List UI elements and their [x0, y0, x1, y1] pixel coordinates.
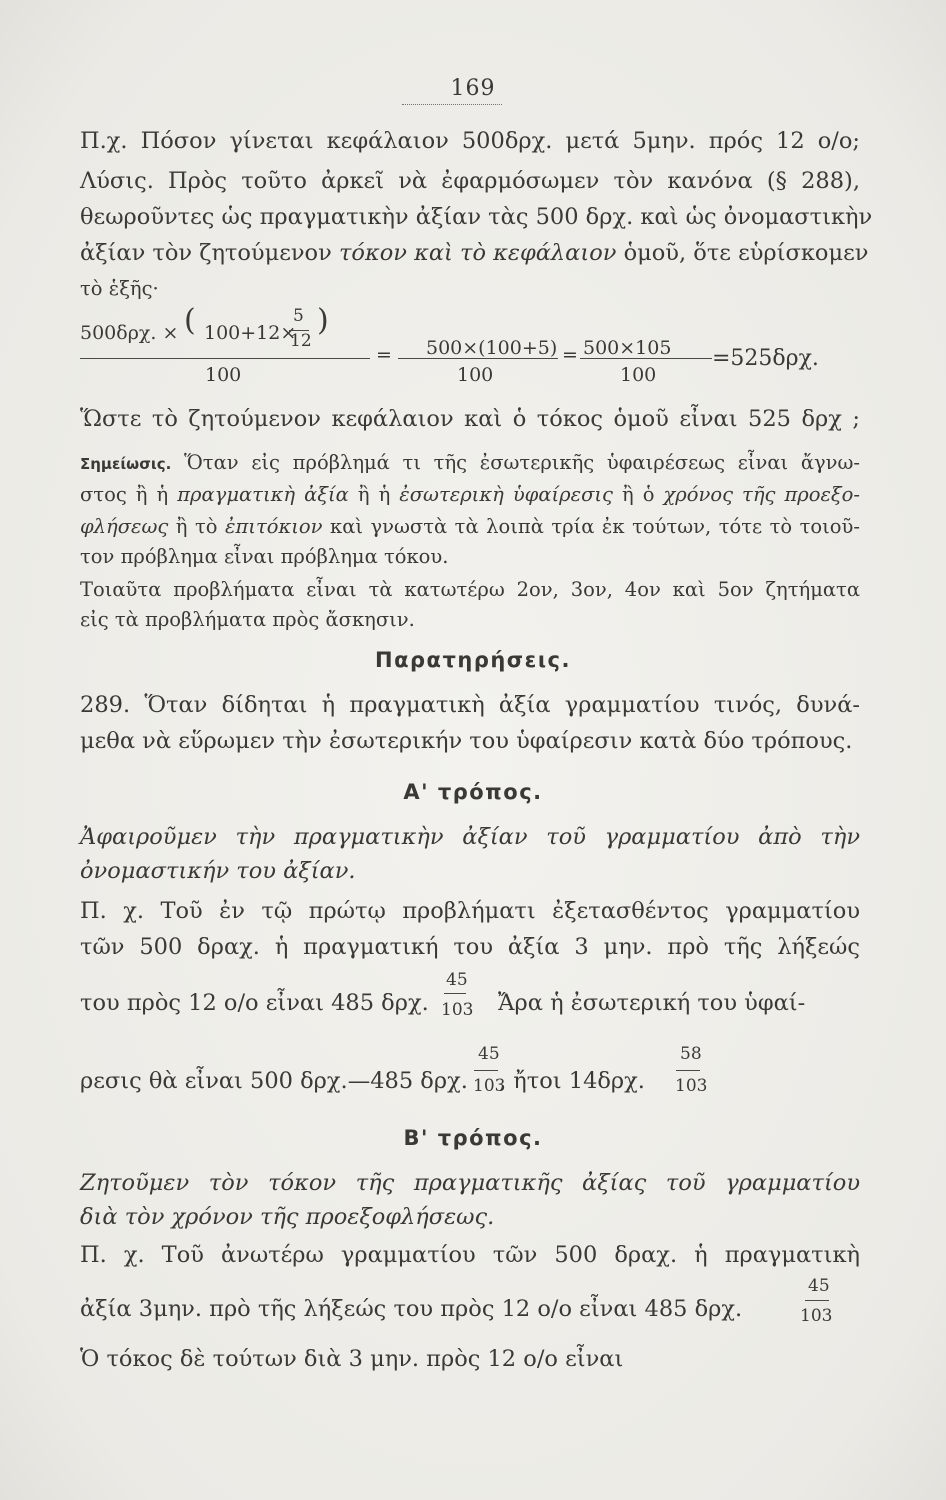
- formula-denominator-3: 100: [620, 364, 657, 386]
- fraction-4-denominator: 103: [800, 1306, 833, 1326]
- fraction-3-bar: [676, 1070, 700, 1071]
- method-a-line1: Ἀφαιροῦμεν τὴν πραγματικὴν ἀξίαν τοῦ γραμματίου ἀπὸ τὴν: [80, 824, 860, 850]
- formula-numerator-3: 500×105: [583, 337, 672, 359]
- conclusion-line: Ὥστε τὸ ζητούμενον κεφάλαιον καὶ ὁ τόκος ὁμοῦ εἶναι 525 δρχ ;: [80, 406, 860, 432]
- formula-equals-1: =: [376, 344, 392, 366]
- example1-line2: Λύσις. Πρὸς τοῦτο ἀρκεῖ νὰ ἐφαρμόσωμεν τὸν κανόνα (§ 288),: [80, 168, 860, 194]
- method-a-line3: Π. χ. Τοῦ ἐν τῷ πρώτῳ προβλήματι ἐξετασθέντος γραμματίου: [80, 898, 860, 924]
- note-line6: εἰς τὰ προβλήματα πρὸς ἄσκησιν.: [80, 608, 415, 631]
- formula-numerator-2: 500×(100+5): [426, 337, 558, 359]
- formula-denominator-2: 100: [457, 364, 494, 386]
- example1-line3: θεωροῦντες ὡς πραγματικὴν ἀξίαν τὰς 500 δρχ. καὶ ὡς ὀνομαστικὴν: [80, 204, 873, 230]
- formula-bar-3: [580, 358, 712, 359]
- note-line2: στος ἢ ἡ πραγματικὴ ἀξία ἢ ἡ ἐσωτερικὴ ὑφαίρεσις ἢ ὁ χρόνος τῆς προεξο-: [80, 483, 860, 506]
- page-number-rule: [402, 104, 502, 105]
- heading-method-a: Α' τρόπος.: [403, 780, 543, 804]
- example1-line5: τὸ ἑξῆς·: [80, 277, 159, 300]
- note-line3: φλήσεως ἢ τὸ ἐπιτόκιον καὶ γνωστὰ τὰ λοιπὰ τρία ἐκ τούτων, τότε τὸ τοιοῦ-: [80, 515, 860, 538]
- formula-bar-2: [398, 358, 558, 359]
- method-a-line2: ὀνομαστικήν του ἀξίαν.: [80, 858, 356, 884]
- fraction-3-denominator: 103: [675, 1076, 708, 1096]
- method-b-line4: ἀξία 3μην. πρὸ τῆς λήξεώς του πρὸς 12 ο/ο εἶναι 485 δρχ.: [80, 1296, 743, 1322]
- fraction-2-numerator: 45: [478, 1044, 500, 1064]
- method-b-line5: Ὁ τόκος δὲ τούτων διὰ 3 μην. πρὸς 12 ο/ο εἶναι: [80, 1346, 624, 1372]
- fraction-2-denominator: 103: [473, 1076, 506, 1096]
- fraction-1-bar: [444, 993, 466, 994]
- method-a-line5-b: Ἄρα ἡ ἐσωτερική του ὑφαί-: [498, 990, 806, 1016]
- para289-line1: 289. Ὅταν δίδηται ἡ πραγματικὴ ἀξία γραμματίου τινός, δυνά-: [80, 692, 860, 718]
- method-a-line6-b: , ἤτοι 14δρχ.: [499, 1068, 645, 1094]
- formula-inner-fraction-denominator: 12: [290, 331, 312, 351]
- formula-main-bar: [80, 358, 370, 359]
- formula: [80, 300, 860, 400]
- page-number: 169: [450, 76, 496, 101]
- note-line5: Τοιαῦτα προβλήματα εἶναι τὰ κατωτέρω 2ον, 3ον, 4ον καὶ 5ον ζητήματα: [80, 578, 860, 601]
- fraction-3-numerator: 58: [680, 1044, 702, 1064]
- fraction-1-denominator: 103: [441, 1000, 474, 1020]
- formula-prefix: 500δρχ. ×: [80, 322, 179, 344]
- formula-inner-fraction-numerator: 5: [293, 306, 304, 326]
- formula-close-paren: ): [317, 303, 329, 338]
- formula-inner: 100+12×: [204, 322, 297, 344]
- fraction-1-numerator: 45: [446, 970, 468, 990]
- formula-result: =525δρχ.: [712, 346, 819, 371]
- formula-denominator-1: 100: [205, 364, 242, 386]
- note-line1: Σημείωσις. Ὅταν εἰς πρόβλημά τι τῆς ἐσωτερικῆς ὑφαιρέσεως εἶναι ἄγνω-: [80, 451, 860, 474]
- fraction-4-bar: [805, 1300, 829, 1301]
- example1-line1: Π.χ. Πόσον γίνεται κεφάλαιον 500δρχ. μετά 5μην. πρός 12 ο/ο;: [80, 128, 860, 154]
- heading-observations: Παρατηρήσεις.: [375, 648, 571, 672]
- method-a-line4: τῶν 500 δραχ. ἡ πραγματική του ἀξία 3 μην. πρὸ τῆς λήξεώς: [80, 934, 860, 960]
- method-a-line6-a: ρεσις θὰ εἶναι 500 δρχ.—485 δρχ.: [80, 1068, 468, 1094]
- para289-line2: μεθα νὰ εὕρωμεν τὴν ἐσωτερικήν του ὑφαίρεσιν κατὰ δύο τρόπους.: [80, 728, 853, 754]
- method-a-line5-a: του πρὸς 12 ο/ο εἶναι 485 δρχ.: [80, 990, 429, 1016]
- note-line4: τον πρόβλημα εἶναι πρόβλημα τόκου.: [80, 545, 449, 568]
- formula-open-paren: (: [184, 303, 196, 338]
- method-b-line2: διὰ τὸν χρόνον τῆς προεξοφλήσεως.: [80, 1204, 495, 1230]
- method-b-line3: Π. χ. Τοῦ ἀνωτέρω γραμματίου τῶν 500 δραχ. ἡ πραγματικὴ: [80, 1242, 860, 1268]
- formula-equals-2: =: [562, 344, 578, 366]
- method-b-line1: Ζητοῦμεν τὸν τόκον τῆς πραγματικῆς ἀξίας τοῦ γραμματίου: [80, 1170, 860, 1196]
- fraction-2-bar: [474, 1070, 498, 1071]
- example1-line4: ἀξίαν τὸν ζητούμενον τόκον καὶ τὸ κεφάλαιον ὁμοῦ, ὅτε εὑρίσκομεν: [80, 240, 869, 266]
- heading-method-b: Β' τρόπος.: [403, 1126, 543, 1150]
- fraction-4-numerator: 45: [808, 1276, 830, 1296]
